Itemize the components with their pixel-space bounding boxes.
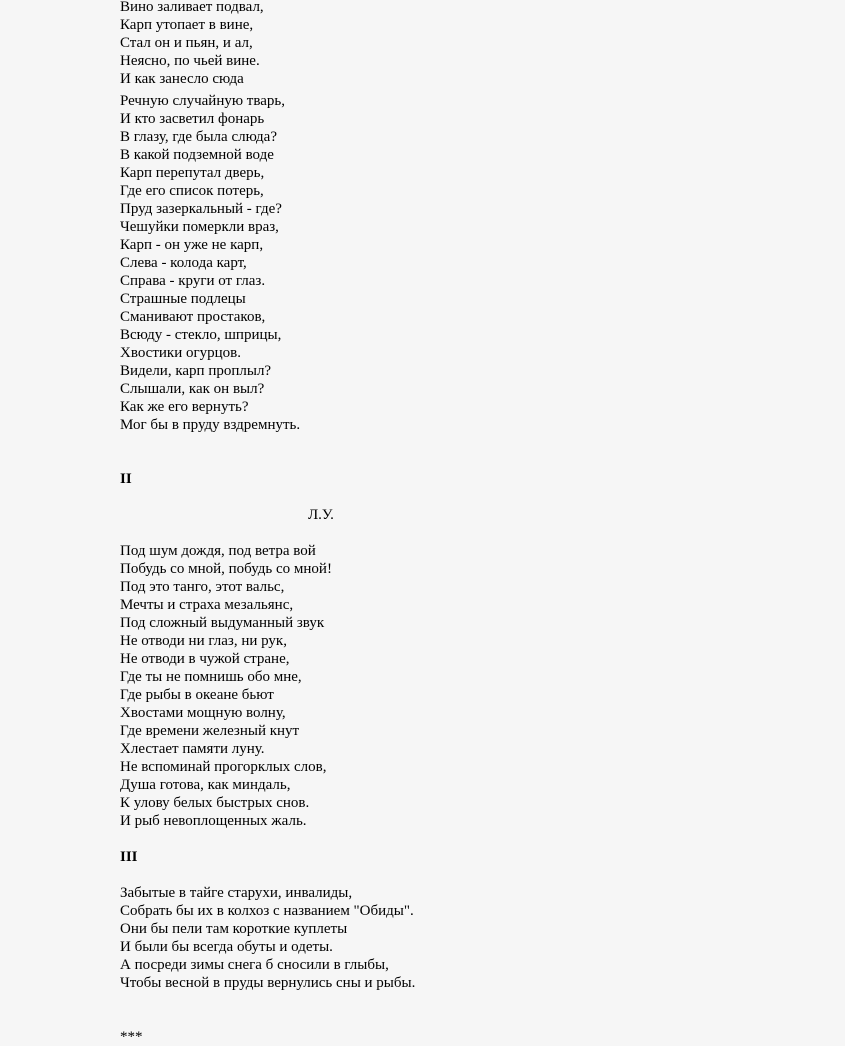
poem-line: Чешуйки померкли враз,	[120, 219, 279, 235]
poem-line: Под шум дождя, под ветра вой	[120, 543, 316, 559]
poem-line: Где его список потерь,	[120, 183, 264, 199]
poem-line: Хвостики огурцов.	[120, 345, 242, 361]
poem-line: Побудь со мной, побудь со мной!	[120, 561, 332, 577]
section-gap	[120, 452, 720, 470]
stanza-section-2	[120, 542, 720, 830]
poem-line: Слева - колода карт,	[120, 255, 247, 271]
poem-line: Страшные подлецы	[120, 291, 246, 307]
section-gap	[120, 830, 720, 848]
poem-line: Они бы пели там короткие куплеты	[120, 921, 348, 937]
poem-line: Видели, карп проплыл?	[120, 363, 272, 379]
poem-line: Слышали, как он выл?	[120, 381, 265, 397]
poem-line: В глазу, где была слюда?	[120, 129, 277, 145]
poem-line: Мечты и страха мезальянс,	[120, 597, 294, 613]
separator: ***	[120, 1029, 143, 1045]
dedication: Л.У.	[308, 507, 334, 523]
section-gap	[120, 524, 720, 542]
stanza-1	[120, 0, 720, 88]
poem-line: Стал он и пьян, и ал,	[120, 35, 253, 51]
poem-line: Карп - он уже не карп,	[120, 237, 264, 253]
poem-line: В какой подземной воде	[120, 147, 274, 163]
poem-line: Как же его вернуть?	[120, 399, 249, 415]
poem-line: Забытые в тайге старухи, инвалиды,	[120, 885, 353, 901]
poem-line: Справа - круги от глаз.	[120, 273, 266, 289]
poem-line: Собрать бы их в колхоз с названием "Обиды".	[120, 903, 414, 919]
section-gap	[120, 992, 720, 1010]
poem-line: К улову белых быстрых снов.	[120, 795, 310, 811]
poem-line: Душа готова, как миндаль,	[120, 777, 291, 793]
poem-line: И кто засветил фонарь	[120, 111, 265, 127]
poem-line: А посреди зимы снега б сносили в глыбы,	[120, 957, 389, 973]
poem-line: Карп перепутал дверь,	[120, 165, 265, 181]
section-gap	[120, 866, 720, 884]
poem-line: И были бы всегда обуты и одеты.	[120, 939, 333, 955]
section-number-2: II	[120, 471, 132, 487]
poem-line: Не вспоминай прогорклых слов,	[120, 759, 327, 775]
poem-line: Сманивают простаков,	[120, 309, 266, 325]
poem-line: Речную случайную тварь,	[120, 93, 285, 109]
poem-line: Карп утопает в вине,	[120, 17, 254, 33]
section-number-3: III	[120, 849, 138, 865]
poem-line: Где рыбы в океане бьют	[120, 687, 274, 703]
poem-line	[120, 434, 720, 452]
poem-line: И рыб невоплощенных жаль.	[120, 813, 307, 829]
poem-line: И как занесло сюда	[120, 71, 244, 87]
poem-line: Пруд зазеркальный - где?	[120, 201, 282, 217]
poem-line: Где времени железный кнут	[120, 723, 300, 739]
poem-line: Мог бы в пруду вздремнуть.	[120, 417, 301, 433]
poem-line: Всюду - стекло, шприцы,	[120, 327, 282, 343]
poem-line: Неясно, по чьей вине.	[120, 53, 260, 69]
section-gap	[120, 1010, 720, 1028]
poem-line: Под сложный выдуманный звук	[120, 615, 325, 631]
stanza-2	[120, 92, 720, 452]
poem-line: Не отводи ни глаз, ни рук,	[120, 633, 287, 649]
poem-line: Хлестает памяти луну.	[120, 741, 265, 757]
stanza-section-3	[120, 884, 720, 992]
poem-line: Хвостами мощную волну,	[120, 705, 286, 721]
poem-line: Вино заливает подвал,	[120, 0, 264, 15]
poem-line: Не отводи в чужой стране,	[120, 651, 290, 667]
poem-line: Где ты не помнишь обо мне,	[120, 669, 302, 685]
poem-line: Чтобы весной в пруды вернулись сны и рыбы.	[120, 975, 416, 991]
section-gap	[120, 488, 720, 506]
poem-line: Под это танго, этот вальс,	[120, 579, 285, 595]
poem-page	[120, 0, 720, 1046]
